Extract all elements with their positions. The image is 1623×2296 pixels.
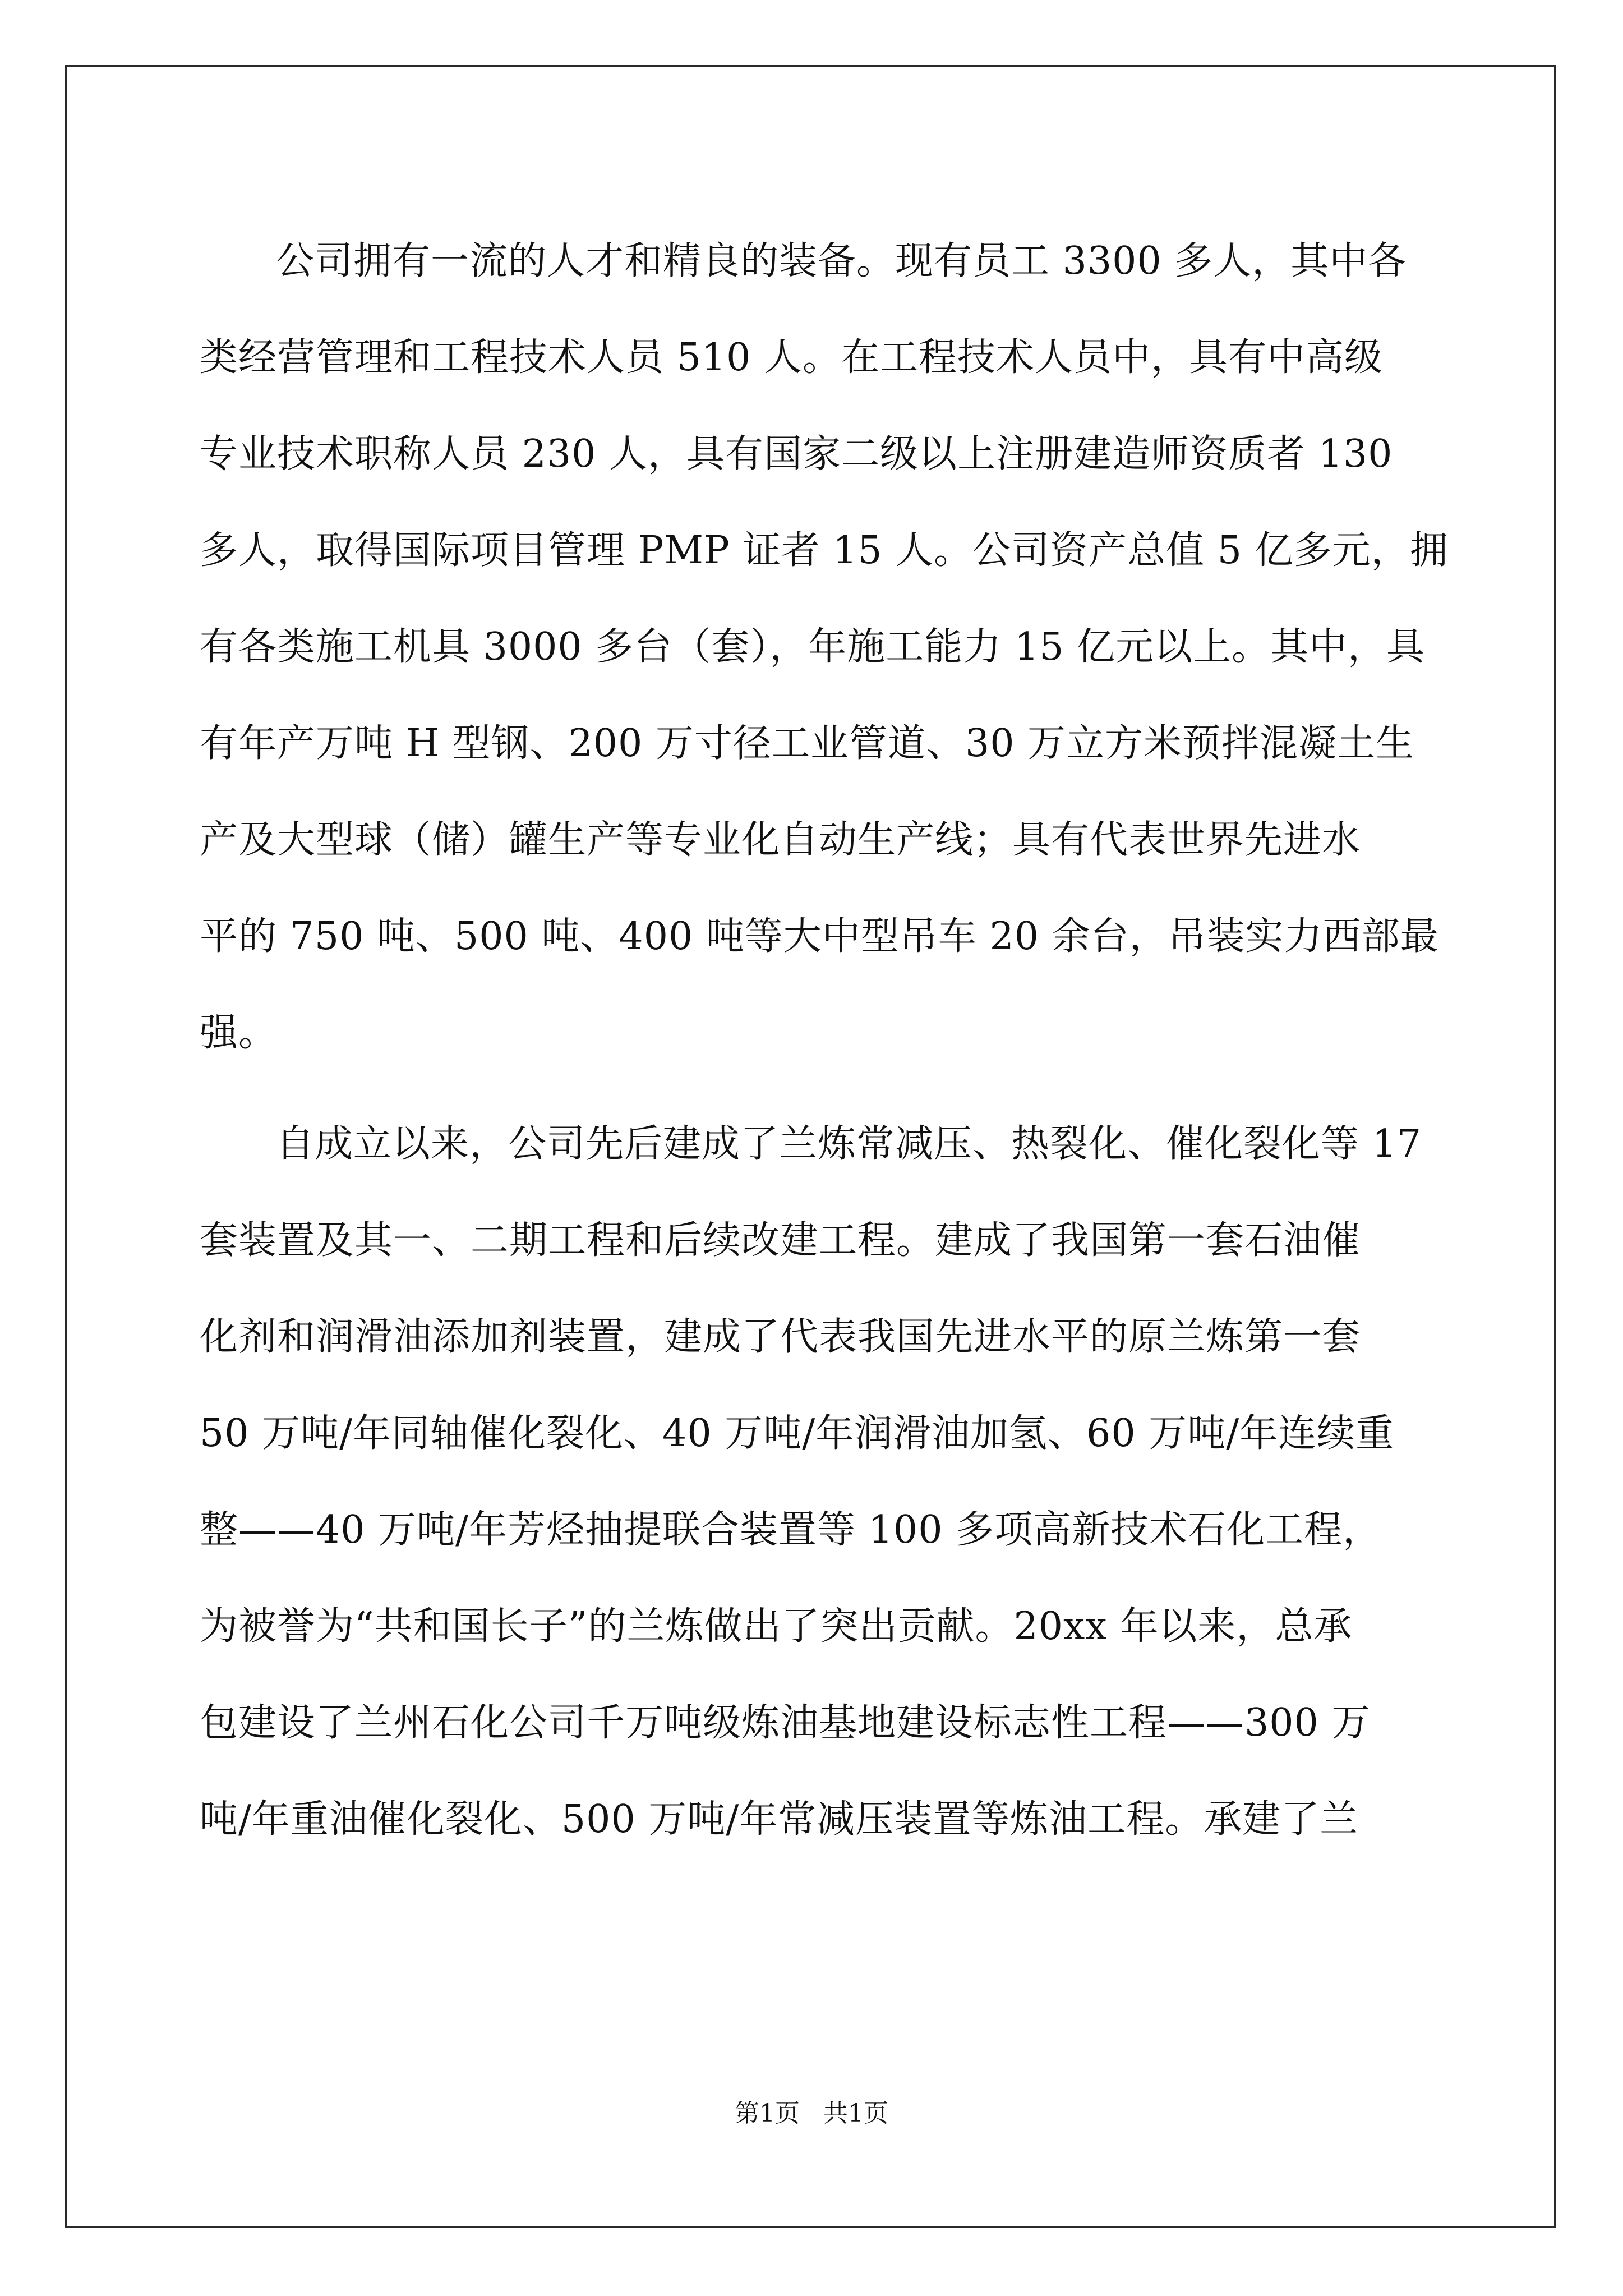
paragraph-line: 化剂和润滑油添加剂装置，建成了代表我国先进水平的原兰炼第一套 (200, 1315, 1361, 1359)
paragraph-line: 强。 (200, 1011, 278, 1055)
paragraph-line: 为被誉为“共和国长子”的兰炼做出了突出贡献。20xx 年以来，总承 (200, 1604, 1353, 1649)
paragraph-line: 专业技术职称人员 230 人，具有国家二级以上注册建造师资质者 130 (200, 432, 1393, 476)
paragraph-line: 有各类施工机具 3000 多台（套），年施工能力 15 亿元以上。其中，具 (200, 625, 1426, 669)
paragraph-line: 类经营管理和工程技术人员 510 人。在工程技术人员中，具有中高级 (200, 335, 1384, 380)
paragraph-line: 套装置及其一、二期工程和后续改建工程。建成了我国第一套石油催 (200, 1218, 1361, 1263)
paragraph-line: 有年产万吨 H 型钢、200 万寸径工业管道、30 万立方米预拌混凝土生 (200, 721, 1415, 766)
paragraph-line: 平的 750 吨、500 吨、400 吨等大中型吊车 20 余台，吊装实力西部最 (200, 914, 1439, 959)
paragraph-line: 自成立以来，公司先后建成了兰炼常减压、热裂化、催化裂化等 17 (276, 1122, 1422, 1166)
paragraph-line: 产及大型球（储）罐生产等专业化自动生产线；具有代表世界先进水 (200, 818, 1361, 862)
paragraph-line: 50 万吨/年同轴催化裂化、40 万吨/年润滑油加氢、60 万吨/年连续重 (200, 1411, 1395, 1456)
paragraph-spacer (200, 1082, 1433, 1096)
paragraph-line: 整——40 万吨/年芳烃抽提联合装置等 100 多项高新技术石化工程， (200, 1508, 1382, 1552)
document-body (200, 213, 1449, 1868)
paragraph-1 (200, 213, 1449, 1082)
paragraph-line: 公司拥有一流的人才和精良的装备。现有员工 3300 多人，其中各 (276, 239, 1407, 283)
paragraph-line: 多人，取得国际项目管理 PMP 证者 15 人。公司资产总值 5 亿多元，拥 (200, 528, 1449, 573)
page-number-footer: 第1页 共1页 (735, 2099, 888, 2128)
paragraph-line: 包建设了兰州石化公司千万吨级炼油基地建设标志性工程——300 万 (200, 1701, 1371, 1745)
paragraph-line: 吨/年重油催化裂化、500 万吨/年常减压装置等炼油工程。承建了兰 (200, 1797, 1359, 1842)
paragraph-2 (200, 1096, 1433, 1868)
